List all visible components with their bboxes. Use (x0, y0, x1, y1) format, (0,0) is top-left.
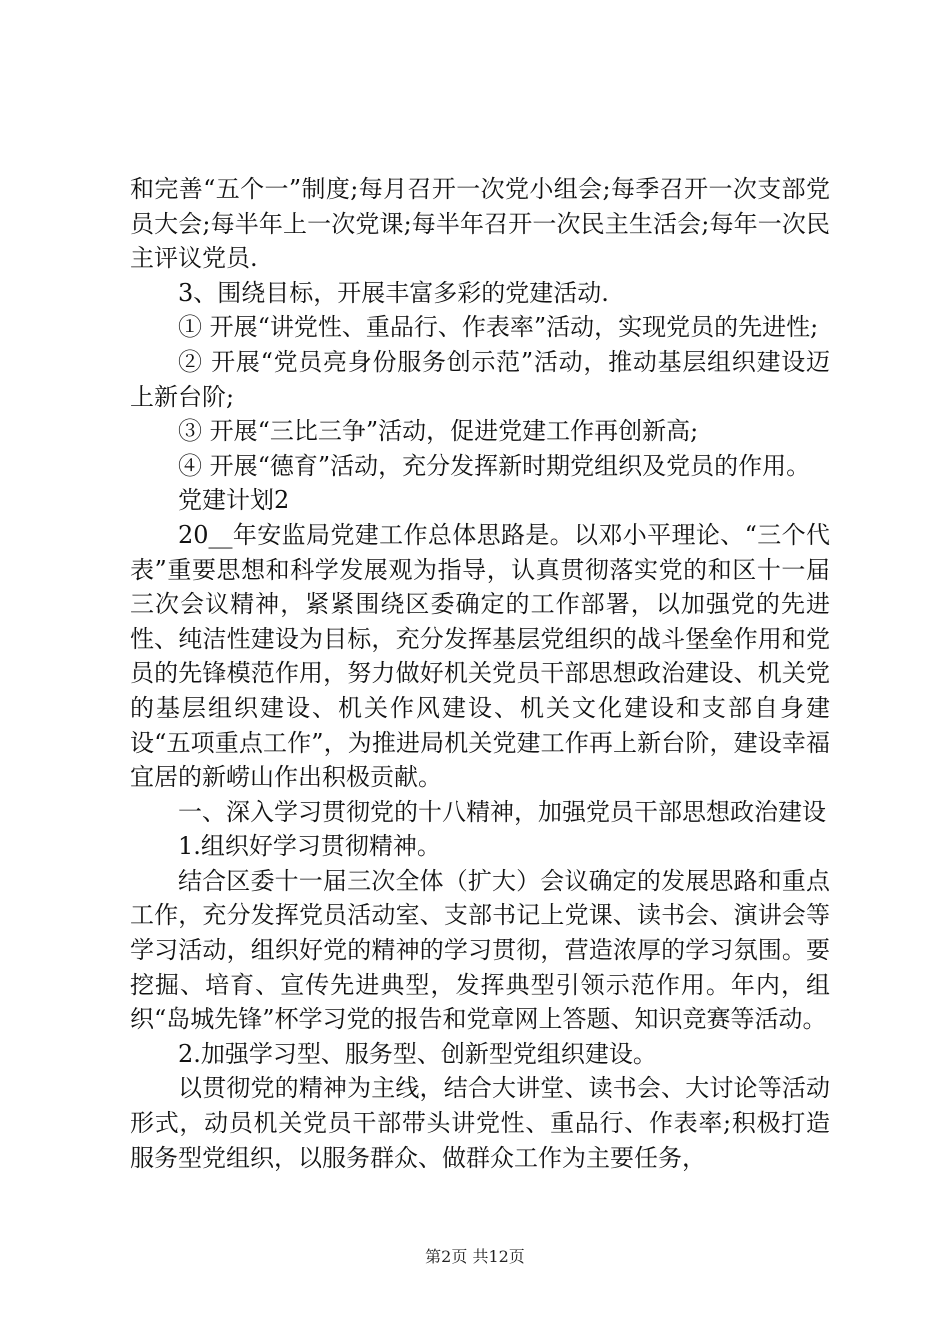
page-footer: 第2页 共12页 (425, 1247, 525, 1266)
subsection-heading: 2.加强学习型、服务型、创新型党组织建设。 (178, 1039, 657, 1068)
paragraph: 结合区委十一届三次全体（扩大）会议确定的发展思路和重点工作，充分发挥党员活动室、支部书记上党课、读书会、演讲会等学习活动，组织好党的精神的学习贯彻，营造浓厚的学习氛围。要挖掘、培育、宣传先进典型，发挥典型引领示范作用。年内，组织“岛城先锋”杯学习党的报告和党章网上答题、知识竞赛等活动。 (130, 866, 830, 1034)
paragraph: ③ 开展“三比三争”活动，促进党建工作再创新高; (178, 417, 699, 446)
paragraph: 和完善“五个一”制度;每月召开一次党小组会;每季召开一次支部党员大会;每半年上一次党课;每半年召开一次民主生活会;每年一次民主评议党员. (130, 175, 830, 273)
paragraph: ④ 开展“德育”活动，充分发挥新时期党组织及党员的作用。 (178, 451, 811, 480)
subsection-heading: 1.组织好学习贯彻精神。 (178, 832, 441, 861)
document-body (130, 172, 830, 1175)
section-title: 党建计划2 (178, 486, 290, 515)
paragraph: 3、围绕目标，开展丰富多彩的党建活动. (178, 278, 609, 307)
paragraph: 20__年安监局党建工作总体思路是。以邓小平理论、“三个代表”重要思想和科学发展观为指导，认真贯彻落实党的和区十一届三次会议精神，紧紧围绕区委确定的工作部署，以加强党的先进性、纯洁性建设为目标，充分发挥基层党组织的战斗堡垒作用和党员的先锋模范作用，努力做好机关党员干部思想政治建设、机关党的基层组织建设、机关作风建设、机关文化建设和支部自身建设“五项重点工作”，为推进局机关党建工作再上新台阶，建设幸福宜居的新崂山作出积极贡献。 (130, 520, 830, 792)
paragraph: ② 开展“党员亮身份服务创示范”活动，推动基层组织建设迈上新台阶; (130, 347, 830, 411)
paragraph: ① 开展“讲党性、重品行、作表率”活动，实现党员的先进性; (178, 313, 819, 342)
paragraph: 以贯彻党的精神为主线，结合大讲堂、读书会、大讨论等活动形式，动员机关党员干部带头讲党性、重品行、作表率;积极打造服务型党组织，以服务群众、做群众工作为主要任务， (130, 1074, 830, 1172)
section-heading: 一、深入学习贯彻党的十八精神，加强党员干部思想政治建设 (178, 797, 826, 826)
